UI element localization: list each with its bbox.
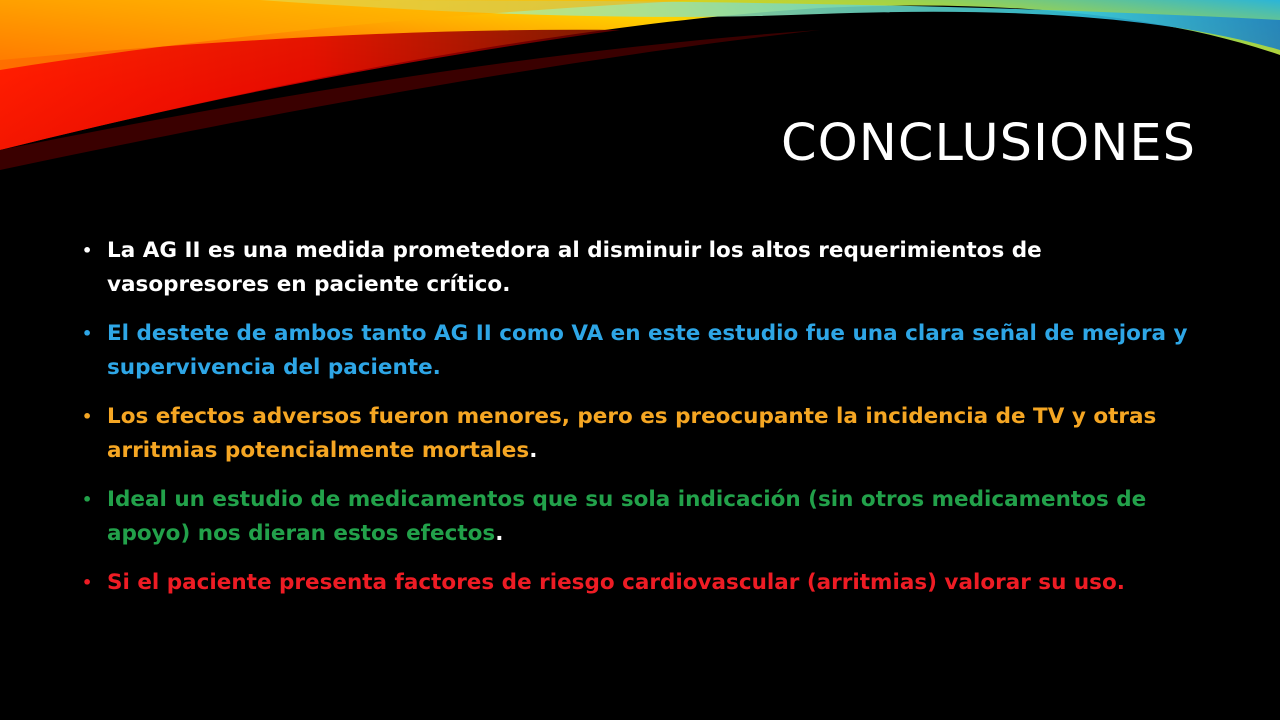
- bullet-item: [82, 317, 1210, 385]
- bullet-text: Si el paciente presenta factores de riesgo cardiovascular (arritmias) valorar su uso.: [107, 570, 1125, 595]
- bullet-dot-icon: •: [82, 490, 93, 509]
- bullet-item: [82, 483, 1210, 551]
- bullet-item: [82, 566, 1210, 600]
- bullet-end: .: [529, 438, 538, 463]
- bullet-dot-icon: •: [82, 573, 93, 592]
- bullet-end: .: [495, 521, 504, 546]
- bullet-text: Ideal un estudio de medicamentos que su sola indicación (sin otros medicamentos de apoyo) nos dieran estos efectos: [107, 487, 1147, 546]
- bullet-dot-icon: •: [82, 241, 93, 260]
- bullet-text: El destete de ambos tanto AG II como VA en este estudio fue una clara señal de mejora y supervivencia del paciente.: [107, 321, 1188, 380]
- bullet-item: [82, 400, 1210, 468]
- bullet-text: La AG II es una medida prometedora al disminuir los altos requerimientos de vasopresores en paciente crítico.: [107, 238, 1042, 297]
- conclusions-list: [82, 234, 1210, 615]
- bullet-item: [82, 234, 1210, 302]
- bullet-text: Los efectos adversos fueron menores, pero es preocupante la incidencia de TV y otras arritmias potencialmente mortales: [107, 404, 1157, 463]
- slide-title: CONCLUSIONES: [780, 114, 1196, 173]
- bullet-dot-icon: •: [82, 324, 93, 343]
- bullet-dot-icon: •: [82, 407, 93, 426]
